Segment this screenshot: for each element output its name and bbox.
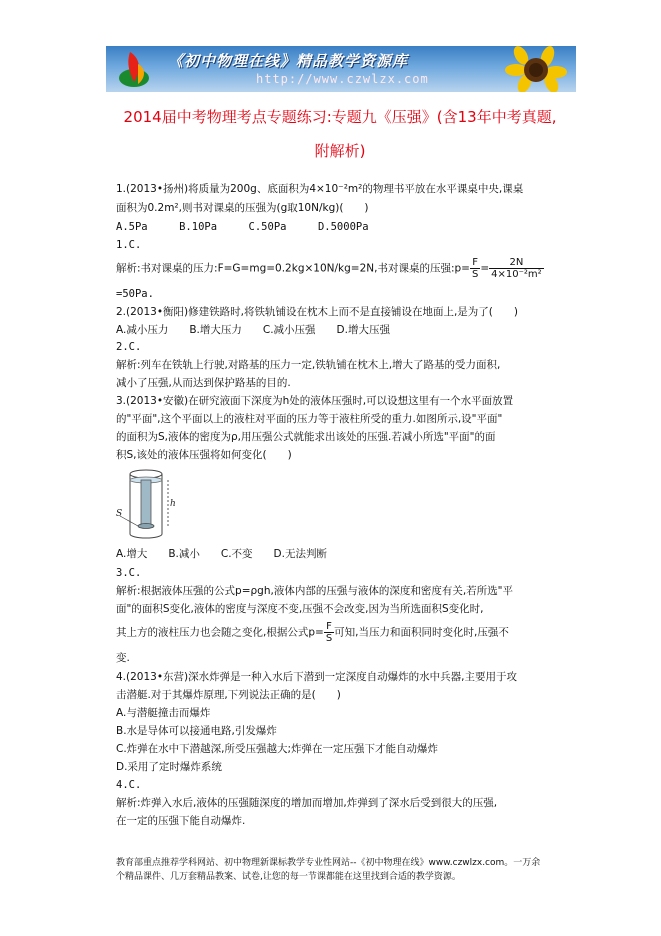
q3-solution-line1: 解析:根据液体压强的公式p=ρgh,液体内部的压强与液体的深度和密度有关,若所选"平 (116, 585, 513, 597)
figure-label-s: S (116, 509, 123, 519)
frac-denominator: 4×10⁻²m² (491, 269, 542, 280)
q4-solution-line1: 解析:炸弹入水后,液体的压强随深度的增加而增加,炸弹到了深水后受到很大的压强, (116, 797, 498, 809)
q3-stem-line2: 的"平面",这个平面以上的液柱对平面的压力等于液柱所受的重力.如图所示,设"平面" (116, 413, 503, 425)
q3-answer: 3.C. (116, 567, 142, 579)
banner-url[interactable]: http://www.czwlzx.com (256, 72, 429, 86)
site-logo-icon (116, 48, 152, 90)
banner-slogan: 《初中物理在线》精品教学资源库 (168, 52, 409, 70)
q4-stem-line2: 击潜艇.对于其爆炸原理,下列说法正确的是( ) (116, 689, 341, 701)
q1-stem-line1: 1.(2013•扬州)将质量为200g、底面积为4×10⁻²m²的物理书平放在水平课桌中央,课桌 (116, 183, 524, 195)
q4-solution-line2: 在一定的压强下能自动爆炸. (116, 815, 246, 827)
q2-solution-line2: 减小了压强,从而达到保护路基的目的. (116, 377, 291, 389)
q2-stem: 2.(2013•衡阳)修建铁路时,将铁轨铺设在枕木上而不是直接铺设在地面上,是为了( ) (116, 306, 518, 318)
q3-solution-line2: 面"的面积S变化,液体的密度与深度不变,压强不会改变,因为当所选面积S变化时, (116, 603, 484, 615)
q1-stem-line2: 面积为0.2m²,则书对课桌的压强为(g取10N/kg)( ) (116, 202, 369, 214)
page-title-line1: 2014届中考物理考点专题练习:专题九《压强》(含13年中考真题, (123, 108, 557, 126)
frac-denominator: S (471, 269, 479, 280)
site-banner (106, 46, 576, 92)
footer-line1: 教育部重点推荐学科网站、初中物理新课标教学专业性网站--《初中物理在线》www.czwlzx.com。一万余 (116, 858, 541, 868)
q3-stem-line4: 积S,该处的液体压强将如何变化( ) (116, 449, 292, 461)
q4-option-b: B.水是导体可以接通电路,引发爆炸 (116, 725, 277, 737)
q3-solution-text-b: 可知,当压力和面积同时变化时,压强不 (334, 626, 509, 639)
q4-answer: 4.C. (116, 779, 142, 791)
q2-answer: 2.C. (116, 341, 142, 353)
q3-solution-line4: 变. (116, 652, 130, 664)
sunflower-image (496, 46, 576, 92)
q3-stem-line1: 3.(2013•安徽)在研究液面下深度为h处的液体压强时,可以设想这里有一个水平面放置 (116, 395, 514, 407)
q1-fraction-values (489, 257, 544, 280)
frac-numerator: F (324, 621, 334, 633)
q3-stem-line3: 的面积为S,液体的密度为ρ,用压强公式就能求出该处的压强.若减小所选"平面"的面 (116, 431, 496, 443)
q3-fraction-f-over-s (324, 621, 334, 644)
q1-options: A.5Pa B.10Pa C.50Pa D.5000Pa (116, 221, 369, 233)
footer-line2: 个精品课件、几万套精品教案、试卷,让您的每一节课都能在这里找到合适的教学资源。 (116, 872, 461, 882)
page-title-line2: 附解析) (314, 142, 366, 160)
q3-options: A.增大 B.减小 C.不变 D.无法判断 (116, 548, 327, 560)
q3-solution-text-a: 其上方的液柱压力也会随之变化,根据公式p= (116, 626, 324, 639)
frac-numerator: F (470, 257, 480, 269)
q4-option-d: D.采用了定时爆炸系统 (116, 761, 222, 773)
q4-stem-line1: 4.(2013•东营)深水炸弹是一种入水后下潜到一定深度自动爆炸的水中兵器,主要用于攻 (116, 671, 517, 683)
q4-option-a: A.与潜艇撞击而爆炸 (116, 707, 211, 719)
frac-numerator: 2N (489, 257, 544, 269)
figure-label-h: h (170, 499, 176, 509)
q1-fraction-f-over-s (470, 257, 480, 280)
liquid-column-figure (114, 466, 184, 542)
q2-solution-line1: 解析:列车在铁轨上行驶,对路基的压力一定,铁轨铺在枕木上,增大了路基的受力面积, (116, 359, 501, 371)
q1-solution-text: 解析:书对课桌的压力:F=G=mg=0.2kg×10N/kg=2N,书对课桌的压强:p= (116, 262, 470, 275)
q4-option-c: C.炸弹在水中下潜越深,所受压强越大;炸弹在一定压强下才能自动爆炸 (116, 743, 439, 755)
q3-solution-line3 (116, 621, 509, 644)
q1-answer: 1.C. (116, 239, 142, 251)
q1-solution-line1: 解析:书对课桌的压力:F=G=mg=0.2kg×10N/kg=2N,书对课桌的压强:p= $\frac{F}{S}$ = $\frac{2N}{\text{4×10⁻²m²}}$ (116, 257, 542, 280)
q2-options: A.减小压力 B.增大压力 C.减小压强 D.增大压强 (116, 324, 390, 336)
frac-denominator: S (325, 633, 333, 644)
q1-solution-line2: =50Pa. (116, 288, 154, 300)
